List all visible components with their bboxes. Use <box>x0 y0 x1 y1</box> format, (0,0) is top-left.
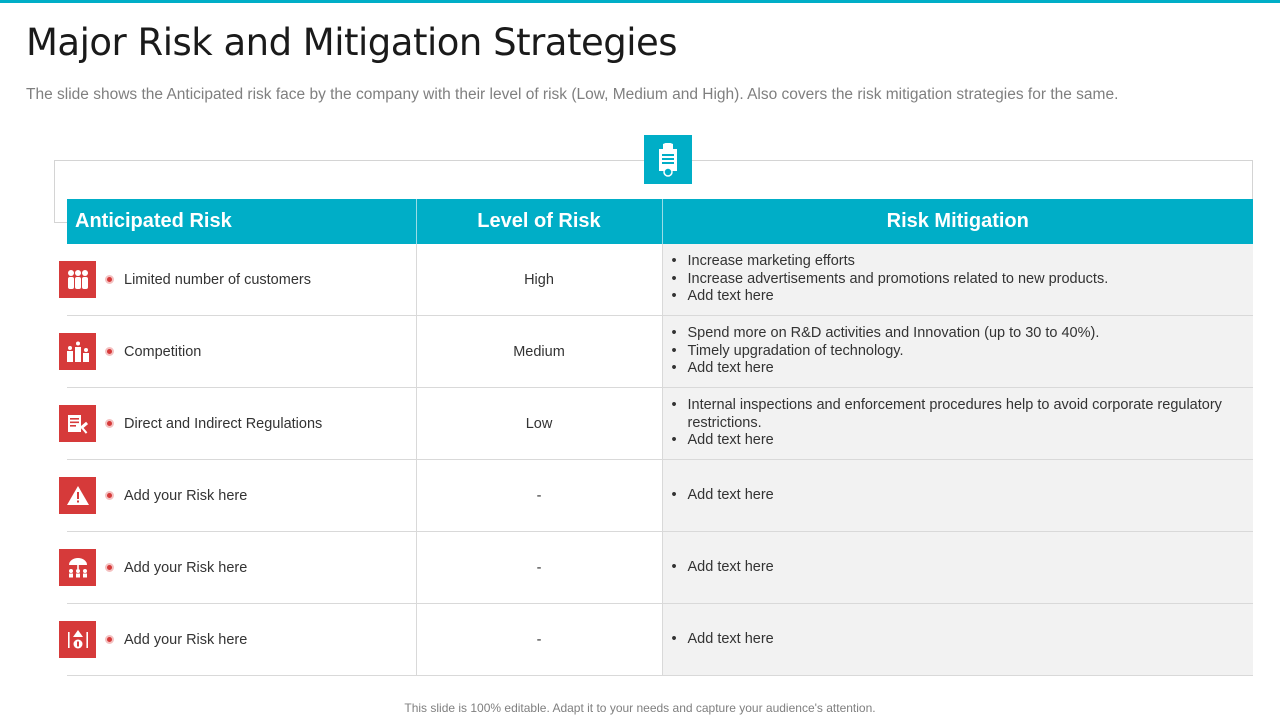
risk-cell <box>67 460 416 532</box>
table-row <box>67 388 1253 460</box>
mitigation-item: • Increase marketing efforts <box>688 253 1234 271</box>
level-cell: High <box>416 244 662 316</box>
mitigation-cell <box>662 604 1253 676</box>
risk-label: Add your Risk here <box>124 487 248 504</box>
bullet-dot <box>105 419 114 428</box>
bullet-dot <box>105 347 114 356</box>
mitigation-cell <box>662 388 1253 460</box>
level-cell: - <box>416 460 662 532</box>
bullet-dot <box>105 635 114 644</box>
competition-podium-icon <box>59 333 96 370</box>
bullet-dot <box>105 491 114 500</box>
warning-icon <box>59 477 96 514</box>
slide-title: Major Risk and Mitigation Strategies <box>26 21 678 64</box>
mitigation-item: • Add text here <box>688 631 1234 649</box>
top-accent-bar <box>0 0 1280 3</box>
people-icon <box>59 261 96 298</box>
risk-label: Competition <box>124 343 202 360</box>
risk-cell <box>67 532 416 604</box>
protection-umbrella-icon <box>59 549 96 586</box>
level-cell: Medium <box>416 316 662 388</box>
header-level-of-risk: Level of Risk <box>416 199 662 244</box>
mitigation-item: • Increase advertisements and promotions related to new products. <box>688 271 1234 289</box>
footer-note: This slide is 100% editable. Adapt it to your needs and capture your audience's attention. <box>404 701 876 715</box>
slide-subtitle: The slide shows the Anticipated risk face by the company with their level of risk (Low, Medium and High). Also covers the risk mitigation strategies for the same. <box>26 86 1119 103</box>
mitigation-item: • Timely upgradation of technology. <box>688 343 1234 361</box>
table-row <box>67 604 1253 676</box>
mitigation-cell <box>662 316 1253 388</box>
risk-cell <box>67 244 416 316</box>
regulation-gavel-icon <box>59 405 96 442</box>
mitigation-cell <box>662 460 1253 532</box>
bullet-dot <box>105 563 114 572</box>
risk-table <box>67 199 1253 676</box>
level-cell: Low <box>416 388 662 460</box>
risk-label: Add your Risk here <box>124 559 248 576</box>
mitigation-item: • Spend more on R&D activities and Innovation (up to 30 to 40%). <box>688 325 1234 343</box>
certificate-icon <box>644 135 692 184</box>
risk-label: Add your Risk here <box>124 631 248 648</box>
risk-cell <box>67 604 416 676</box>
table-row <box>67 532 1253 604</box>
mitigation-item: • Add text here <box>688 360 1234 378</box>
mitigation-item: • Add text here <box>688 559 1234 577</box>
level-cell: - <box>416 604 662 676</box>
mitigation-item: • Add text here <box>688 487 1234 505</box>
mitigation-item: • Add text here <box>688 288 1234 306</box>
level-cell: - <box>416 532 662 604</box>
risk-label: Direct and Indirect Regulations <box>124 415 323 432</box>
mitigation-item: • Add text here <box>688 432 1234 450</box>
table-row <box>67 460 1253 532</box>
bullet-dot <box>105 275 114 284</box>
table-header-row <box>67 199 1253 244</box>
table-row <box>67 316 1253 388</box>
risk-balance-icon <box>59 621 96 658</box>
table-row <box>67 244 1253 316</box>
header-risk-mitigation: Risk Mitigation <box>662 199 1253 244</box>
risk-cell <box>67 316 416 388</box>
mitigation-item: • Internal inspections and enforcement procedures help to avoid corporate regulatory restrictions. <box>688 397 1234 432</box>
risk-label: Limited number of customers <box>124 271 311 288</box>
mitigation-cell <box>662 244 1253 316</box>
risk-cell <box>67 388 416 460</box>
mitigation-cell <box>662 532 1253 604</box>
header-anticipated-risk: Anticipated Risk <box>67 199 416 244</box>
